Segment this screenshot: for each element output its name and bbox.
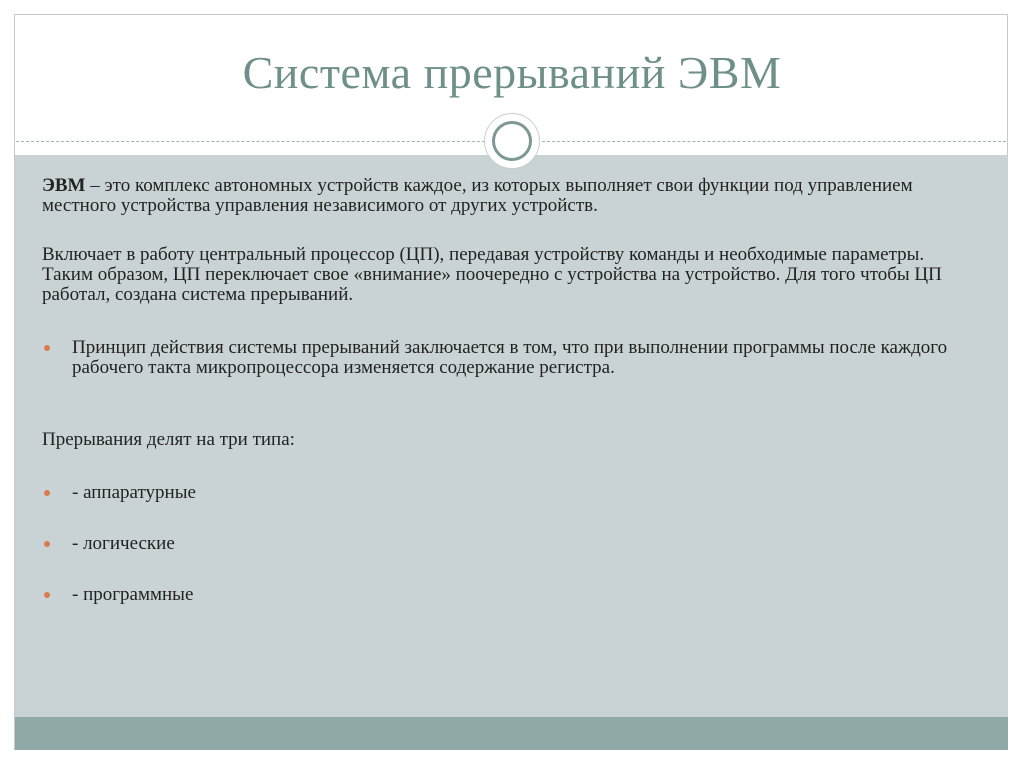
definition-term: ЭВМ — [42, 175, 86, 196]
type-item-logical: - логические — [72, 533, 175, 554]
bullet-dot-icon — [44, 490, 50, 496]
circle-ornament-inner-icon — [492, 121, 532, 161]
circle-ornament-icon — [484, 113, 540, 169]
bullet-dot-icon — [44, 541, 50, 547]
cpu-paragraph: Включает в работу центральный процессор (ЦП), передавая устройству команды и необходимые параметры. Таким образом, ЦП переключает свое «внимание» поочередно с устройства на устройство. Для того чтобы ЦП работал, создана система прерываний. — [42, 244, 942, 305]
bullet-dot-icon — [44, 592, 50, 598]
footer-band — [15, 717, 1008, 750]
type-item-hardware: - аппаратурные — [72, 482, 196, 503]
bullet-dot-icon — [44, 345, 50, 351]
definition-text: – это комплекс автономных устройств каждое, из которых выполняет свои функции под управлением местного устройства управления независимого от других устройств. — [42, 175, 913, 216]
slide-title: Система прерываний ЭВМ — [242, 47, 782, 98]
types-intro: Прерывания делят на три типа: — [42, 429, 295, 450]
principle-bullet-text: Принцип действия системы прерываний заключается в том, что при выполнении программы после каждого рабочего такта микропроцессора изменяется содержание регистра. — [72, 337, 948, 378]
definition-paragraph — [42, 176, 972, 216]
type-item-software: - программные — [72, 584, 194, 605]
